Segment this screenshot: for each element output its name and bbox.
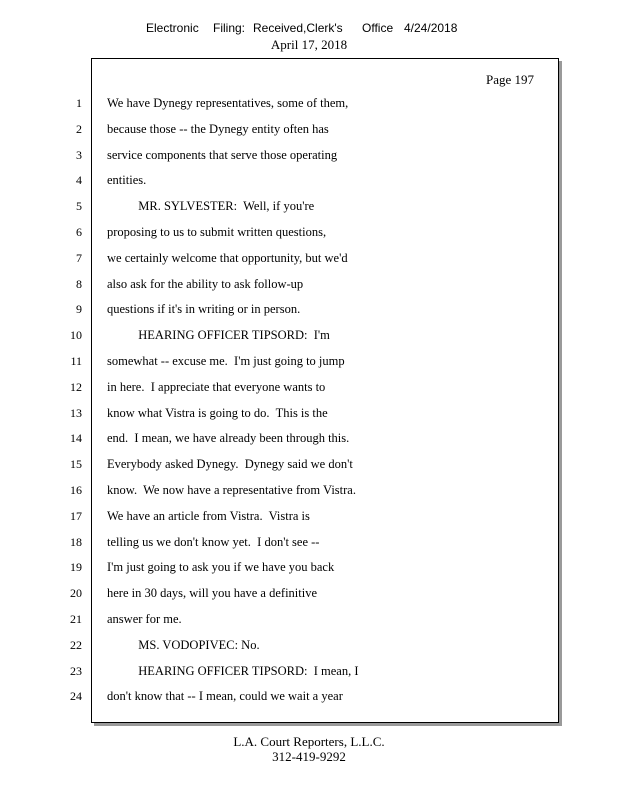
line-text: end. I mean, we have already been through this. [107, 431, 350, 445]
line-text: also ask for the ability to ask follow-up [107, 277, 304, 291]
line-number: 14 [70, 431, 82, 445]
line-number: 2 [76, 122, 82, 136]
line-text: answer for me. [107, 612, 182, 626]
stamp-date: 4/24/2018 [404, 21, 458, 35]
line-text: proposing to us to submit written questions, [107, 225, 327, 239]
line-number: 19 [70, 560, 82, 574]
stamp-filing: Filing: [213, 21, 246, 35]
line-number: 22 [70, 638, 82, 652]
line-text: don't know that -- I mean, could we wait a year [107, 689, 343, 703]
line-number: 4 [76, 173, 82, 187]
line-number: 1 [76, 96, 82, 110]
page-number: Page 197 [486, 72, 535, 87]
footer-phone: 312-419-9292 [272, 749, 346, 764]
line-text: know what Vistra is going to do. This is the [107, 406, 328, 420]
line-number: 23 [70, 664, 82, 678]
line-number: 17 [70, 509, 82, 523]
line-text: in here. I appreciate that everyone wants to [107, 380, 326, 394]
line-number: 3 [76, 148, 82, 162]
stamp-received: Received,Clerk's [253, 21, 343, 35]
stamp-office: Office [362, 21, 394, 35]
line-number: 8 [76, 277, 82, 291]
line-number: 6 [76, 225, 82, 239]
footer-company: L.A. Court Reporters, L.L.C. [233, 734, 385, 749]
line-text: service components that serve those operating [107, 148, 338, 162]
stamp-electronic: Electronic [146, 21, 199, 35]
line-text: because those -- the Dynegy entity often has [107, 122, 329, 136]
line-number: 20 [70, 586, 82, 600]
hearing-date: April 17, 2018 [270, 37, 348, 52]
line-number: 18 [70, 535, 82, 549]
line-number: 21 [70, 612, 82, 626]
line-number: 7 [76, 251, 82, 265]
line-text: HEARING OFFICER TIPSORD: I'm [107, 328, 330, 342]
line-number: 16 [70, 483, 82, 497]
line-text: know. We now have a representative from Vistra. [107, 483, 356, 497]
line-number: 10 [70, 328, 82, 342]
line-text: questions if it's in writing or in person. [107, 302, 301, 316]
line-number: 12 [70, 380, 82, 394]
line-number: 9 [76, 302, 82, 316]
line-text: here in 30 days, will you have a definitive [107, 586, 318, 600]
line-number: 24 [70, 689, 82, 703]
line-text: HEARING OFFICER TIPSORD: I mean, I [107, 664, 359, 678]
line-number: 11 [70, 354, 82, 368]
line-number: 13 [70, 406, 82, 420]
line-text: We have an article from Vistra. Vistra is [107, 509, 310, 523]
line-text: we certainly welcome that opportunity, but we'd [107, 251, 348, 265]
line-text: We have Dynegy representatives, some of them, [107, 96, 349, 110]
line-text: Everybody asked Dynegy. Dynegy said we don't [107, 457, 353, 471]
line-text: I'm just going to ask you if we have you back [107, 560, 335, 574]
line-text: telling us we don't know yet. I don't see -- [107, 535, 320, 549]
line-text: somewhat -- excuse me. I'm just going to jump [107, 354, 345, 368]
line-text: entities. [107, 173, 147, 187]
line-text: MS. VODOPIVEC: No. [107, 638, 260, 652]
line-text: MR. SYLVESTER: Well, if you're [107, 199, 315, 213]
line-number: 15 [70, 457, 82, 471]
line-number: 5 [76, 199, 82, 213]
